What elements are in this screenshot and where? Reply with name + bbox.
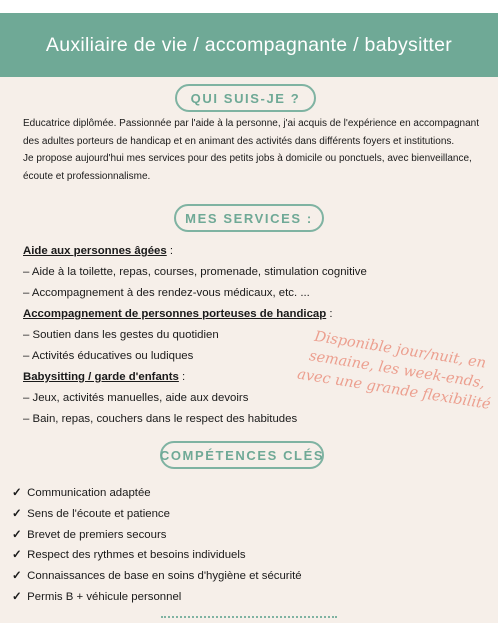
about-heading-pill: [175, 84, 316, 112]
check-icon: ✓: [12, 590, 22, 603]
service-group-name: Accompagnement de personnes porteuses de handicap: [23, 308, 327, 320]
intro-paragraph: Je propose aujourd'hui mes services pour des petits jobs à domicile ou ponctuels, avec bienveillance, écoute et professionnalisme.: [23, 153, 472, 182]
intro-text: [23, 115, 495, 185]
page-title: Auxiliaire de vie / accompagnante / babysitter: [45, 33, 453, 56]
check-icon: ✓: [12, 528, 22, 541]
services-heading: MES SERVICES :: [185, 210, 313, 226]
service-item: – Accompagnement à des rendez-vous médicaux, etc. ...: [23, 287, 310, 299]
service-group-name: Babysitting / garde d'enfants: [23, 371, 179, 383]
skills-heading: COMPÉTENCES CLÉS: [159, 447, 325, 463]
availability-note: Disponible jour/nuit, en semaine, les week-ends, avec une grande flexibilité: [296, 328, 492, 413]
intro-paragraph: Educatrice diplômée. Passionnée par l'aide à la personne, j'ai acquis de l'expérience en accompagnant des adultes porteurs de handicap et en animant des activités dans différents foyers et institutions.: [23, 118, 480, 147]
service-group-suffix: :: [166, 245, 174, 257]
skill-item: [12, 483, 412, 504]
skills-heading-pill: [160, 441, 324, 469]
skill-label: Sens de l'écoute et patience: [27, 507, 170, 520]
skill-item: [12, 545, 412, 566]
check-icon: ✓: [12, 570, 22, 583]
about-heading: QUI SUIS-JE ?: [190, 90, 301, 106]
header-band: [0, 13, 498, 77]
check-icon: ✓: [12, 549, 22, 562]
service-item: – Aide à la toilette, repas, courses, promenade, stimulation cognitive: [23, 266, 367, 278]
service-item: – Bain, repas, couchers dans le respect des habitudes: [23, 413, 298, 425]
service-group-name: Aide aux personnes âgées: [23, 245, 167, 257]
skill-item: [12, 525, 412, 546]
services-heading-pill: [174, 204, 324, 232]
skill-label: Brevet de premiers secours: [27, 528, 167, 541]
service-group-suffix: :: [326, 308, 333, 320]
skill-label: Permis B + véhicule personnel: [27, 590, 182, 603]
skills-list: [12, 483, 412, 608]
check-icon: ✓: [12, 507, 22, 520]
service-item: – Soutien dans les gestes du quotidien: [23, 329, 219, 341]
skill-item: [12, 587, 412, 608]
service-group-title: [23, 241, 353, 262]
dotted-divider: [161, 616, 337, 618]
skill-label: Connaissances de base en soins d'hygiène et sécurité: [27, 570, 302, 583]
skill-item: [12, 566, 412, 587]
service-item: – Activités éducatives ou ludiques: [23, 350, 194, 362]
skill-label: Respect des rythmes et besoins individuels: [27, 549, 246, 562]
skill-item: [12, 504, 412, 525]
skill-label: Communication adaptée: [27, 487, 151, 499]
service-item: – Jeux, activités manuelles, aide aux devoirs: [23, 392, 249, 404]
top-strip: [0, 0, 498, 13]
check-icon: ✓: [12, 487, 22, 499]
service-group-suffix: :: [178, 371, 186, 383]
service-group-title: [23, 304, 353, 325]
